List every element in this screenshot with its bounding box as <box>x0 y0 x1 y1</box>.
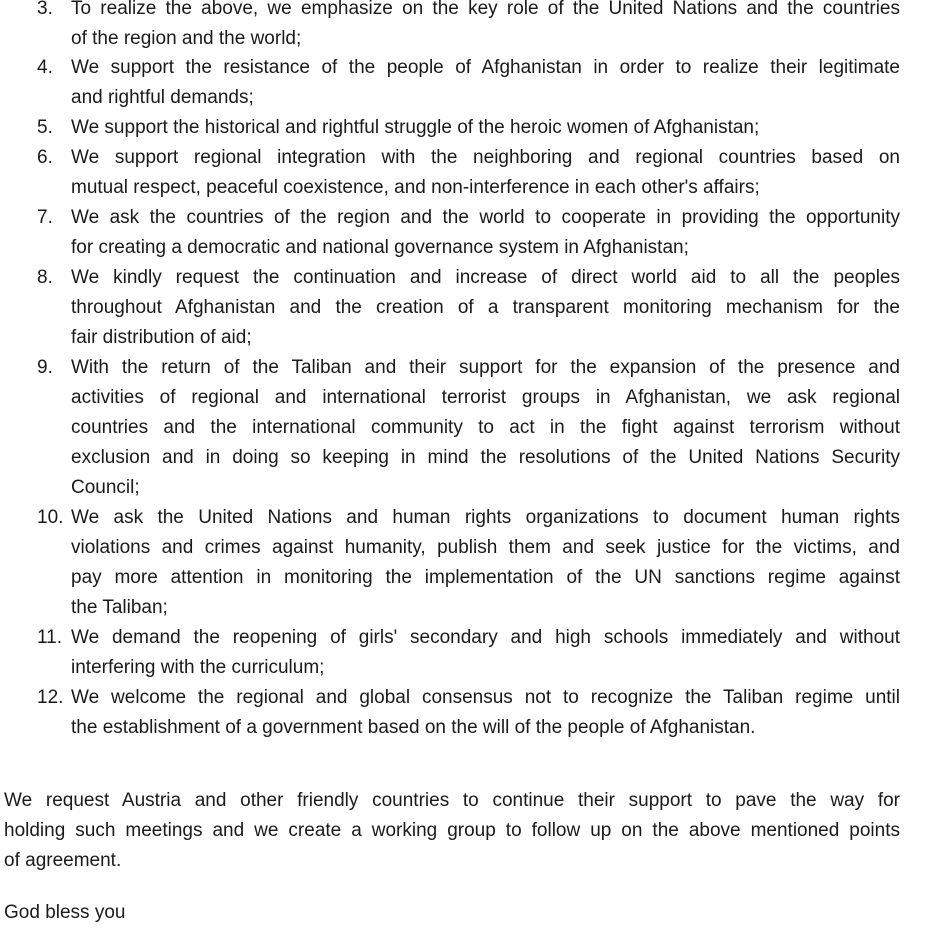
list-item-text-line: of the region and the world; <box>71 28 302 49</box>
list-item-text-line: violations and crimes against humanity, publish them and seek justice for the victims, and <box>71 537 900 558</box>
list-item-text-line: We support regional integration with the neighboring and regional countries based on <box>71 147 900 168</box>
list-number: 5. <box>37 117 53 138</box>
list-number: 6. <box>37 147 53 168</box>
list-item-text-line: We support the historical and rightful struggle of the heroic women of Afghanistan; <box>71 117 760 138</box>
list-item-text-line: the Taliban; <box>71 597 168 618</box>
list-item-text-line: Council; <box>71 477 140 498</box>
list-number: 10. <box>37 507 64 528</box>
list-item-text-line: and rightful demands; <box>71 87 254 108</box>
list-item-text-line: We welcome the regional and global consensus not to recognize the Taliban regime until <box>71 687 900 708</box>
list-number: 11. <box>37 627 63 648</box>
list-item-text-line: We demand the reopening of girls' secondary and high schools immediately and without <box>71 627 900 648</box>
closing-paragraph-line: holding such meetings and we create a working group to follow up on the above mentioned points <box>4 820 900 841</box>
list-item-text-line: We ask the United Nations and human rights organizations to document human rights <box>71 507 900 528</box>
sign-off <box>4 898 900 928</box>
list-number: 8. <box>37 267 53 288</box>
list-number: 4. <box>37 57 53 78</box>
list-item-text-line: exclusion and in doing so keeping in mind the resolutions of the United Nations Security <box>71 447 900 468</box>
list-item-text-line: We ask the countries of the region and the world to cooperate in providing the opportunity <box>71 207 900 228</box>
list-item-text-line: We support the resistance of the people of Afghanistan in order to realize their legitimate <box>71 57 900 78</box>
list-item-text-line: activities of regional and international terrorist groups in Afghanistan, we ask regional <box>71 387 900 408</box>
list-item-text-line: for creating a democratic and national governance system in Afghanistan; <box>71 237 689 258</box>
list-item-text-line: fair distribution of aid; <box>71 327 252 348</box>
closing-paragraph-line: We request Austria and other friendly countries to continue their support to pave the way for <box>4 790 900 811</box>
list-number: 12. <box>37 687 64 708</box>
list-number: 7. <box>37 207 53 228</box>
sign-off-text: God bless you <box>4 902 126 923</box>
list-item-text-line: With the return of the Taliban and their support for the expansion of the presence and <box>71 357 900 378</box>
list-number: 3. <box>37 0 53 19</box>
list-item-text-line: mutual respect, peaceful coexistence, and non-interference in each other's affairs; <box>71 177 760 198</box>
list-item-text-line: pay more attention in monitoring the implementation of the UN sanctions regime against <box>71 567 900 588</box>
list-number: 9. <box>37 357 53 378</box>
closing-paragraph-line: of agreement. <box>4 850 122 871</box>
list-item-text-line: interfering with the curriculum; <box>71 657 325 678</box>
list-item-text-line: the establishment of a government based on the will of the people of Afghanistan. <box>71 717 756 738</box>
list-item-text-line: To realize the above, we emphasize on the key role of the United Nations and the countries <box>71 0 900 19</box>
list-item-text-line: countries and the international community to act in the fight against terrorism without <box>71 417 900 438</box>
list-item-text-line: We kindly request the continuation and increase of direct world aid to all the peoples <box>71 267 900 288</box>
closing-paragraph <box>4 786 900 876</box>
list-item-text-line: throughout Afghanistan and the creation of a transparent monitoring mechanism for the <box>71 297 900 318</box>
